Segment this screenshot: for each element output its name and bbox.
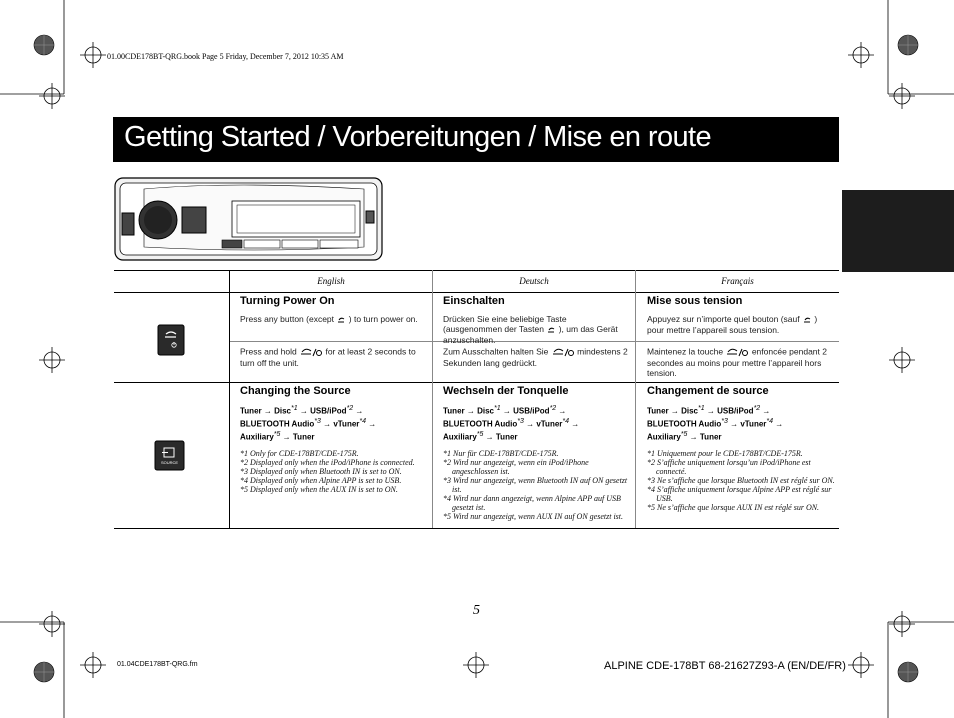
source-fr bbox=[647, 385, 837, 512]
power-on-title-de: Einschalten bbox=[443, 295, 505, 307]
power-off-fr: Maintenez la touche enfoncée pendant 2 secondes au moins pour mettre l’appareil hors tension. bbox=[647, 346, 827, 378]
page-number: 5 bbox=[473, 603, 480, 618]
footnotes-fr: *1 Uniquement pour le CDE-178BT/CDE-175R. *2 S’affiche uniquement lorsqu’un iPod/iPhone est connecté. *3 Ne s’affiche que lorsque Bluetooth IN est réglé sur ON. *4 S’affiche uniquement lorsque Alpine APP est réglé sur USB. *5 Ne s’affiche que lorsque AUX IN est réglé sur ON. bbox=[647, 449, 835, 513]
source-title-en: Changing the Source bbox=[240, 385, 351, 397]
table-row-rule bbox=[114, 382, 839, 383]
head-unit-illustration bbox=[114, 177, 384, 262]
table-top-rule bbox=[114, 270, 839, 271]
column-header-francais: Français bbox=[721, 276, 754, 286]
footer-model: ALPINE CDE-178BT 68-21627Z93-A (EN/DE/FR) bbox=[604, 660, 846, 672]
power-key-icon bbox=[336, 315, 346, 325]
power-on-title-en: Turning Power On bbox=[240, 295, 335, 307]
source-button-label: SOURCE bbox=[160, 460, 179, 465]
title-bar bbox=[113, 117, 839, 162]
power-on-title-fr: Mise sous tension bbox=[647, 295, 743, 307]
column-header-deutsch: Deutsch bbox=[519, 276, 549, 286]
power-off-en: Press and hold for at least 2 seconds to turn off the unit. bbox=[240, 346, 416, 368]
source-flow: Tuner → Disc*1 → USB/iPod*2 → BLUETOOTH Audio*3 → vTuner*4 → Auxiliary*5 → Tuner bbox=[443, 405, 580, 442]
power-off-de: Zum Ausschalten halten Sie mindestens 2 Sekunden lang gedrückt. bbox=[443, 346, 628, 368]
table-col-rule bbox=[229, 270, 230, 528]
source-title-de: Wechseln der Tonquelle bbox=[443, 385, 569, 397]
table-bottom-rule bbox=[114, 528, 839, 529]
power-button-icon bbox=[157, 324, 185, 356]
power-on-fr: Mise sous tension Appuyez sur n’importe quel bouton (sauf ) pour mettre l’appareil sous tension. bbox=[647, 295, 834, 335]
table-col-rule bbox=[635, 270, 636, 528]
power-key-icon bbox=[725, 346, 749, 358]
source-title-fr: Changement de source bbox=[647, 385, 769, 397]
source-flow: Tuner → Disc*1 → USB/iPod*2 → BLUETOOTH Audio*3 → vTuner*4 → Auxiliary*5 → Tuner bbox=[647, 405, 784, 442]
source-en bbox=[240, 385, 430, 494]
table-header-rule bbox=[114, 292, 839, 293]
power-key-icon bbox=[546, 325, 556, 335]
page-title: Getting Started / Vorbereitungen / Mise en route bbox=[124, 121, 712, 153]
column-header-english: English bbox=[317, 276, 345, 286]
footer-filename: 01.04CDE178BT-QRG.fm bbox=[117, 661, 198, 668]
table-col-rule bbox=[432, 270, 433, 528]
footnotes-en: *1 Only for CDE-178BT/CDE-175R. *2 Displayed only when the iPod/iPhone is connected. *3 Displayed only when Bluetooth IN is set to ON. *4 Displayed only when Alpine APP is set to USB. *5 Displayed only when the AUX IN is set to ON. bbox=[240, 449, 415, 495]
power-on-en: Turning Power On Press any button (except ) to turn power on. bbox=[240, 295, 425, 325]
power-key-icon bbox=[299, 346, 323, 358]
source-de bbox=[443, 385, 633, 521]
book-header: 01.00CDE178BT-QRG.book Page 5 Friday, December 7, 2012 10:35 AM bbox=[107, 52, 344, 61]
side-tab bbox=[842, 190, 954, 272]
source-flow: Tuner → Disc*1 → USB/iPod*2 → BLUETOOTH Audio*3 → vTuner*4 → Auxiliary*5 → Tuner bbox=[240, 405, 377, 442]
power-key-icon bbox=[802, 315, 812, 325]
power-key-icon bbox=[551, 346, 575, 358]
footnotes-de: *1 Nur für CDE-178BT/CDE-175R. *2 Wird nur angezeigt, wenn ein iPod/iPhone angeschlossen ist. *3 Wird nur angezeigt, wenn Bluetooth IN auf ON gesetzt ist. *4 Wird nur dann angezeigt, wenn Alpine APP auf USB gesetzt ist. *5 Wird nur angezeigt, wenn AUX IN auf ON gesetzt ist. bbox=[443, 449, 628, 522]
power-on-de: Einschalten Drücken Sie eine beliebige Taste (ausgenommen der Tasten ), um das Gerät anzuschalten. bbox=[443, 295, 628, 345]
source-button-icon bbox=[154, 440, 185, 471]
